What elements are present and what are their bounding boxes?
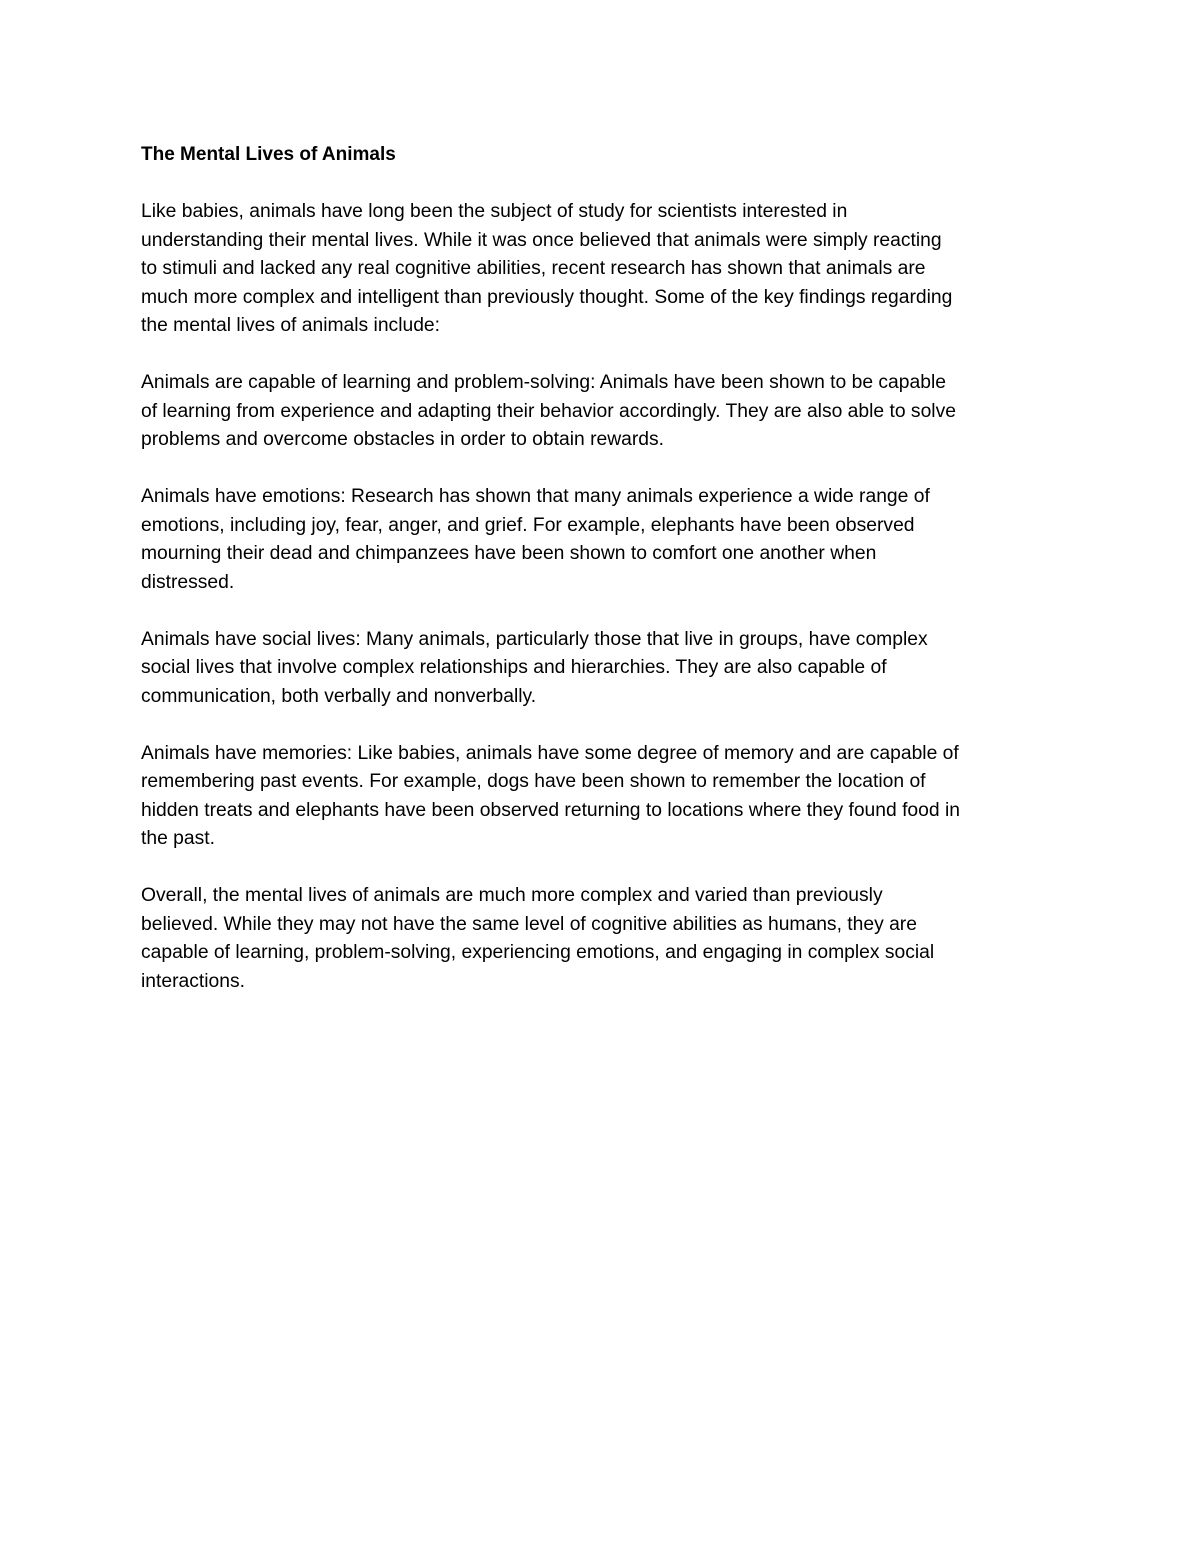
- learning-paragraph: Animals are capable of learning and problem-solving: Animals have been shown to be capable of learning from experience and adapting their behavior accordingly. They are also able to solve problems and overcome obstacles in order to obtain rewards.: [141, 372, 956, 450]
- memories-paragraph: Animals have memories: Like babies, animals have some degree of memory and are capable of remembering past events. For example, dogs have been shown to remember the location of hidden treats and elephants have been observed returning to locations where they found food in the past.: [141, 742, 960, 849]
- page-title: The Mental Lives of Animals: [141, 144, 396, 165]
- intro-paragraph: Like babies, animals have long been the subject of study for scientists interested in understanding their mental lives. While it was once believed that animals were simply reacting to stimuli and lacked any real cognitive abilities, recent research has shown that animals are much more complex and intelligent than previously thought. Some of the key findings regarding the mental lives of animals include:: [141, 201, 953, 336]
- conclusion-paragraph: Overall, the mental lives of animals are much more complex and varied than previously believed. While they may not have the same level of cognitive abilities as humans, they are capable of learning, problem-solving, experiencing emotions, and engaging in complex social interactions.: [141, 885, 935, 992]
- document-body: [141, 141, 1071, 1025]
- social-lives-paragraph: Animals have social lives: Many animals, particularly those that live in groups, have complex social lives that involve complex relationships and hierarchies. They are also capable of communication, both verbally and nonverbally.: [141, 628, 928, 707]
- emotions-paragraph: Animals have emotions: Research has shown that many animals experience a wide range of emotions, including joy, fear, anger, and grief. For example, elephants have been observed mourning their dead and chimpanzees have been shown to comfort one another when distressed.: [141, 486, 930, 593]
